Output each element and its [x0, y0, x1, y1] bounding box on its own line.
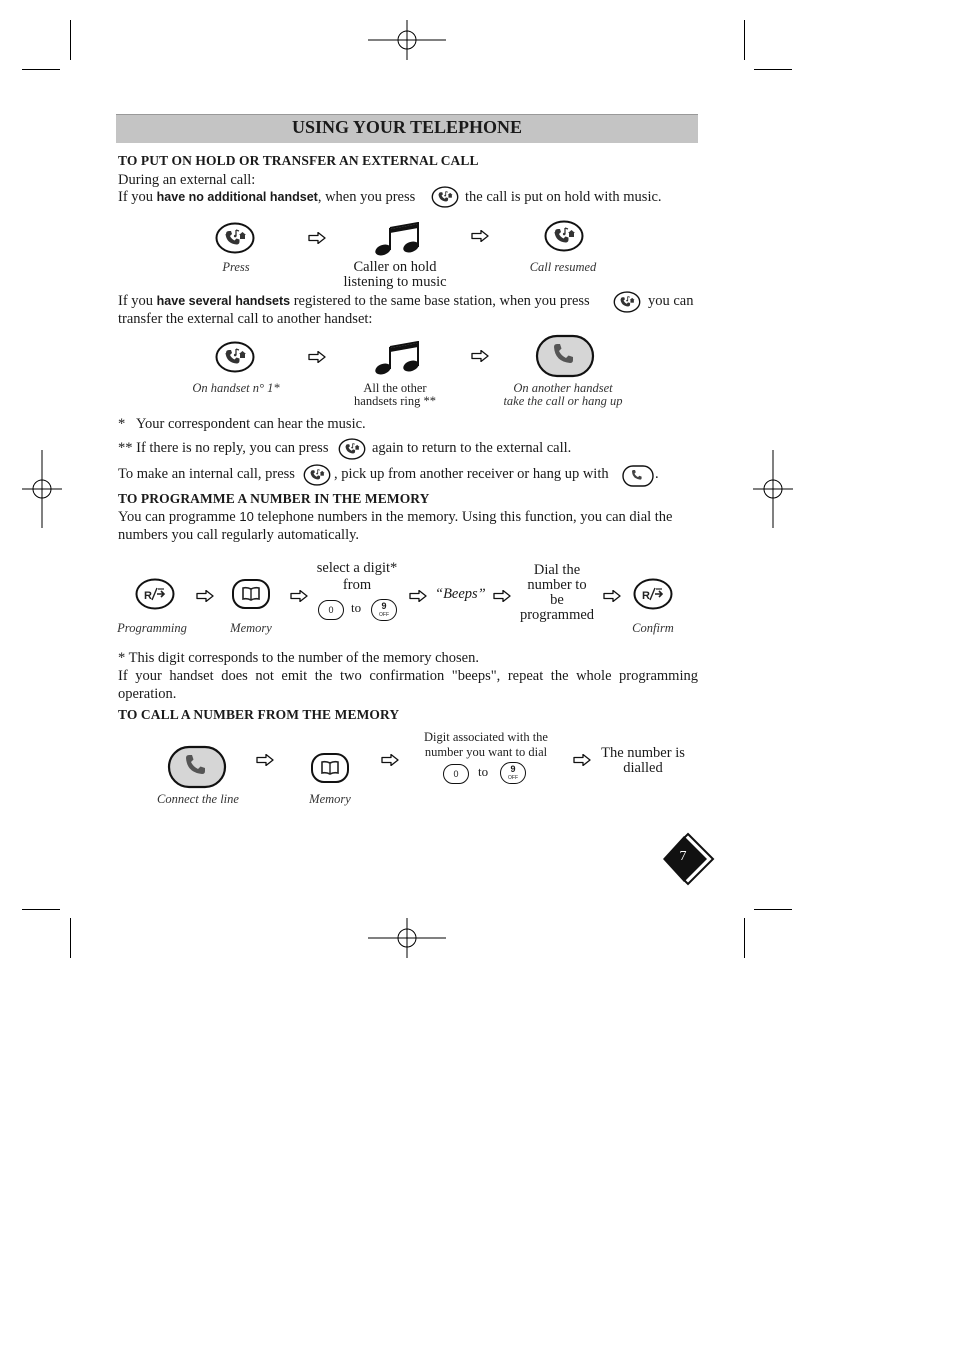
caption-call-resumed: Call resumed: [529, 260, 597, 274]
arrow-right-icon: [573, 754, 591, 766]
memory-key-icon: [310, 752, 350, 784]
select-digit-label: select a digit* from: [316, 560, 398, 593]
programme-note-3: operation.: [118, 686, 177, 702]
caption-memory: Memory: [309, 792, 351, 806]
transfer-key-icon: [613, 291, 641, 313]
arrow-right-icon: [603, 590, 621, 602]
hold-intro-line: During an external call:: [118, 172, 256, 188]
transfer-key-icon: [431, 186, 459, 208]
dial-number-label: Dial the number to be programmed: [519, 562, 595, 623]
music-note-icon: [372, 341, 422, 375]
music-note-icon: [372, 222, 422, 256]
page-title: USING YOUR TELEPHONE: [291, 117, 523, 137]
programme-intro-line: You can programme 10 telephone numbers in the memory. Using this function, you can dial the: [118, 509, 673, 525]
arrow-right-icon: [471, 350, 489, 362]
programme-section-heading: TO PROGRAMME A NUMBER IN THE MEMORY: [118, 491, 430, 506]
beeps-label: “Beeps”: [435, 586, 486, 602]
hold-transfer-line: transfer the external call to another handset:: [118, 311, 373, 327]
internal-call-line: To make an internal call, press: [118, 466, 295, 482]
programme-note: * This digit corresponds to the number of the memory chosen.: [118, 650, 479, 666]
registration-mark-icon: [368, 20, 446, 60]
footnote-no-reply: ** If there is no reply, you can press: [118, 440, 329, 456]
call-key-icon: [167, 745, 227, 789]
programme-note-2: If your handset does not emit the two confirmation "beeps", repeat the whole programming: [118, 668, 698, 684]
caption-other-handsets-ring: All the other handsets ring **: [354, 381, 436, 408]
registration-mark-icon: [368, 918, 446, 958]
hold-several-handsets-line: If you have several handsets registered to the same base station, when you press: [118, 293, 590, 309]
internal-call-mid: , pick up from another receiver or hang up with: [334, 466, 609, 482]
arrow-right-icon: [256, 754, 274, 766]
arrow-right-icon: [308, 351, 326, 363]
programme-intro-line-2: numbers you call regularly automatically.: [118, 527, 360, 543]
caption-connect-line: Connect the line: [157, 792, 239, 806]
transfer-key-icon: [215, 341, 255, 373]
page-number: 7: [679, 849, 687, 864]
transfer-key-icon: [338, 438, 366, 460]
digit-nine-key: 9 OFF: [371, 599, 397, 621]
footnote-star: *: [118, 416, 126, 432]
transfer-key-icon: [303, 464, 331, 486]
caption-caller-on-hold: Caller on hold listening to music: [343, 259, 447, 290]
digit-zero-key: 0: [318, 600, 344, 620]
r-key-icon: [135, 578, 175, 610]
to-label: to: [478, 764, 489, 779]
footnote-music: Your correspondent can hear the music.: [136, 416, 366, 432]
registration-mark-icon: [22, 450, 62, 528]
r-key-icon: [633, 578, 673, 610]
arrow-right-icon: [409, 590, 427, 602]
caption-memory: Memory: [230, 621, 272, 635]
hang-up-key-icon: [622, 465, 654, 487]
caption-confirm: Confirm: [632, 621, 674, 635]
transfer-key-icon: [215, 222, 255, 254]
caption-handset-1: On handset n° 1*: [192, 381, 280, 395]
call-key-icon: [535, 334, 595, 378]
hold-no-handset-line: If you have no additional handset, when you press: [118, 189, 416, 205]
memory-key-icon: [231, 578, 271, 610]
digit-zero-key: 0: [443, 764, 469, 784]
footnote-no-reply-end: again to return to the external call.: [372, 440, 572, 456]
transfer-key-icon: [544, 220, 584, 252]
hold-no-handset-end: the call is put on hold with music.: [465, 189, 662, 205]
arrow-right-icon: [493, 590, 511, 602]
caption-another-handset: On another handset take the call or hang up: [503, 381, 623, 408]
arrow-right-icon: [381, 754, 399, 766]
digit-nine-key: 9 OFF: [500, 762, 526, 784]
digit-associated-label: Digit associated with the number you want to dial: [424, 730, 548, 759]
caption-press: Press: [222, 260, 250, 274]
number-dialled-label: The number is dialled: [601, 745, 685, 776]
arrow-right-icon: [471, 230, 489, 242]
call-memory-section-heading: TO CALL A NUMBER FROM THE MEMORY: [118, 707, 400, 722]
internal-call-end: .: [655, 466, 659, 482]
registration-mark-icon: [753, 450, 793, 528]
arrow-right-icon: [196, 590, 214, 602]
caption-programming: Programming: [117, 621, 187, 635]
hold-several-handsets-end: you can: [648, 293, 694, 309]
hold-section-heading: TO PUT ON HOLD OR TRANSFER AN EXTERNAL CALL: [118, 153, 479, 168]
to-label: to: [351, 600, 362, 615]
arrow-right-icon: [308, 232, 326, 244]
